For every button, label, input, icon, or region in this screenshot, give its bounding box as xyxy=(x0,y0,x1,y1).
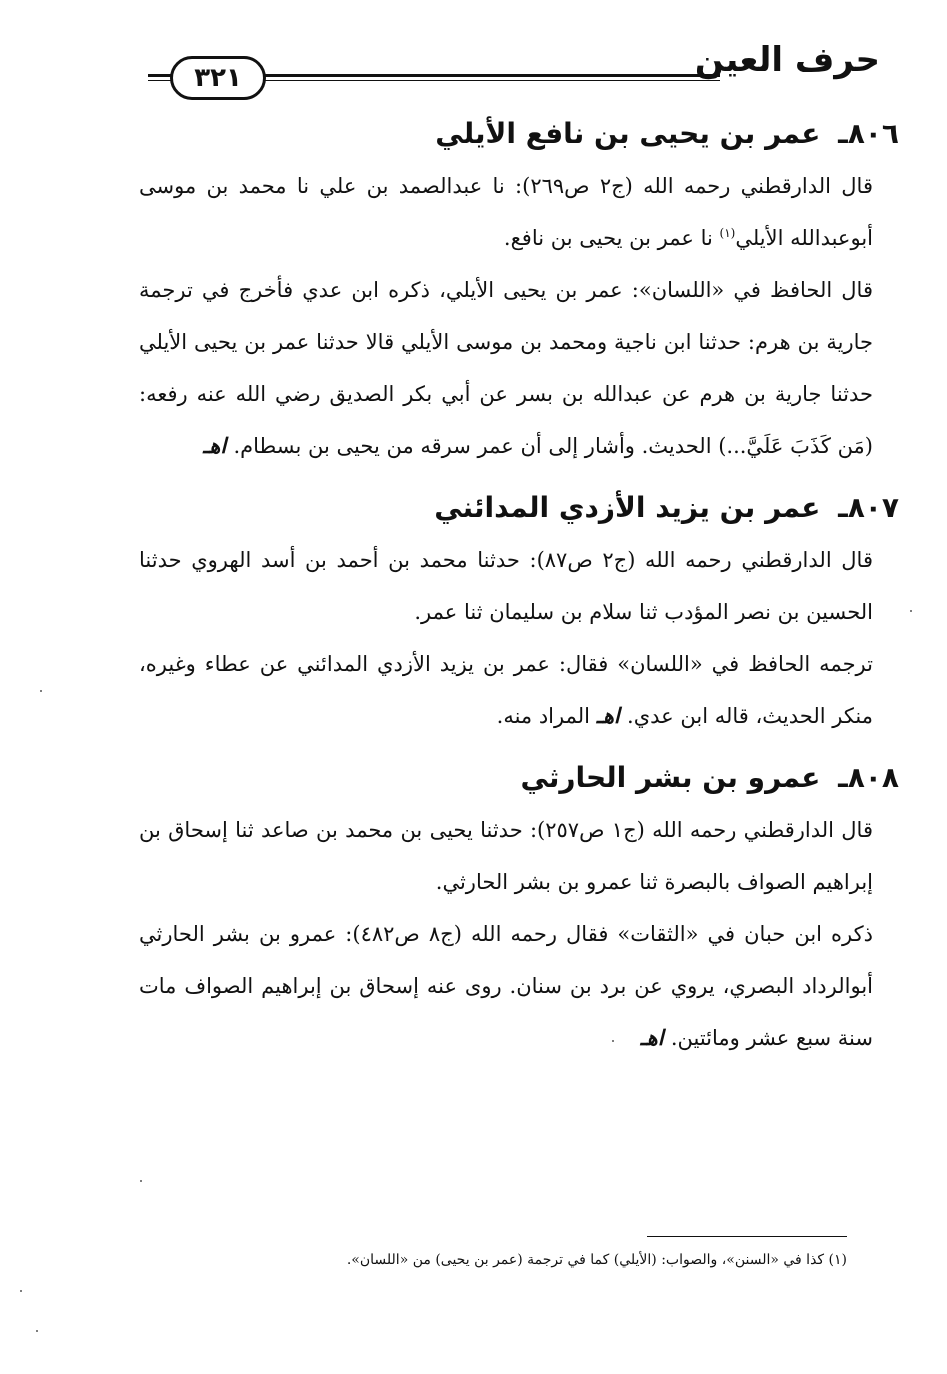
scan-speck xyxy=(20,1290,22,1292)
entry-name: عمرو بن بشر الحارثي xyxy=(520,761,821,794)
entry-heading xyxy=(139,112,899,156)
entry-number: ٨٠٧ـ xyxy=(838,491,899,524)
footnote-marker: (١) xyxy=(828,1252,847,1268)
footnote xyxy=(247,1248,847,1272)
entry-paragraph: ترجمه الحافظ في «اللسان» فقال: عمر بن يزيد الأزدي المدائني عن عطاء وغيره، منكر الحديث، قاله ابن عدي. اهـ المراد منه. xyxy=(139,652,873,728)
page-header xyxy=(140,40,880,100)
entry-name: عمر بن يحيى بن نافع الأيلي xyxy=(435,117,821,150)
end-quote-marker: اهـ xyxy=(640,1025,671,1050)
scan-speck xyxy=(40,690,42,692)
entry-807 xyxy=(139,486,899,742)
page-body xyxy=(139,112,899,1078)
footnote-separator xyxy=(647,1236,847,1237)
scan-speck xyxy=(36,1330,38,1332)
scan-speck xyxy=(910,610,912,612)
scan-speck xyxy=(612,1040,614,1042)
end-quote-marker: اهـ xyxy=(203,433,234,458)
entry-paragraph: قال الحافظ في «اللسان»: عمر بن يحيى الأيلي، ذكره ابن عدي فأخرج في ترجمة جارية بن هرم: حدثنا ابن ناجية ومحمد بن موسى الأيلي قالا حدثنا عمر بن يحيى الأيلي حدثنا جارية بن هرم عن عبدالله بن بسر عن أبي بكر الصديق رضي الله عنه رفعه: (مَن كَذَبَ عَلَيَّ...) الحديث. وأشار إلى أن عمر سرقه من يحيى بن بسطام. اهـ xyxy=(139,278,874,458)
entry-number: ٨٠٨ـ xyxy=(838,761,899,794)
entry-number: ٨٠٦ـ xyxy=(838,117,899,150)
entry-paragraph: قال الدارقطني رحمه الله (ج٢ ص٢٦٩): نا عبدالصمد بن علي نا محمد بن موسى أبوعبدالله الأيلي$^{(١)}$ نا عمر بن يحيى بن نافع. xyxy=(139,174,873,250)
entry-heading xyxy=(139,756,899,800)
entry-heading xyxy=(139,486,899,530)
end-quote-marker: اهـ xyxy=(596,703,628,728)
page-number: ٣٢١ xyxy=(170,56,266,100)
entry-808 xyxy=(139,756,899,1064)
entry-paragraph: قال الدارقطني رحمه الله (ج١ ص٢٥٧): حدثنا يحيى بن محمد بن صاعد ثنا إسحاق بن إبراهيم الصواف بالبصرة ثنا عمرو بن بشر الحارثي. xyxy=(139,818,873,894)
entry-paragraph: ذكره ابن حبان في «الثقات» فقال رحمه الله (ج٨ ص٤٨٢): عمرو بن بشر الحارثي أبوالرداد البصري، يروي عن برد بن سنان. روى عنه إسحاق بن إبراهيم الصواف مات سنة سبع عشر ومائتين. اهـ xyxy=(139,922,873,1050)
footnote-text: كذا في «السنن»، والصواب: (الأيلي) كما في ترجمة (عمر بن يحيى) من «اللسان». xyxy=(346,1252,825,1268)
entry-paragraph: قال الدارقطني رحمه الله (ج٢ ص٨٧): حدثنا محمد بن أحمد بن أسد الهروي حدثنا الحسين بن نصر المؤدب ثنا سلام بن سليمان ثنا عمر. xyxy=(139,548,873,624)
footnote-reference[interactable]: (١) xyxy=(719,226,736,240)
entry-806 xyxy=(139,112,899,472)
scan-speck xyxy=(140,1180,142,1182)
entry-name: عمر بن يزيد الأزدي المدائني xyxy=(434,491,821,524)
chapter-title: حرف العين xyxy=(694,40,880,80)
